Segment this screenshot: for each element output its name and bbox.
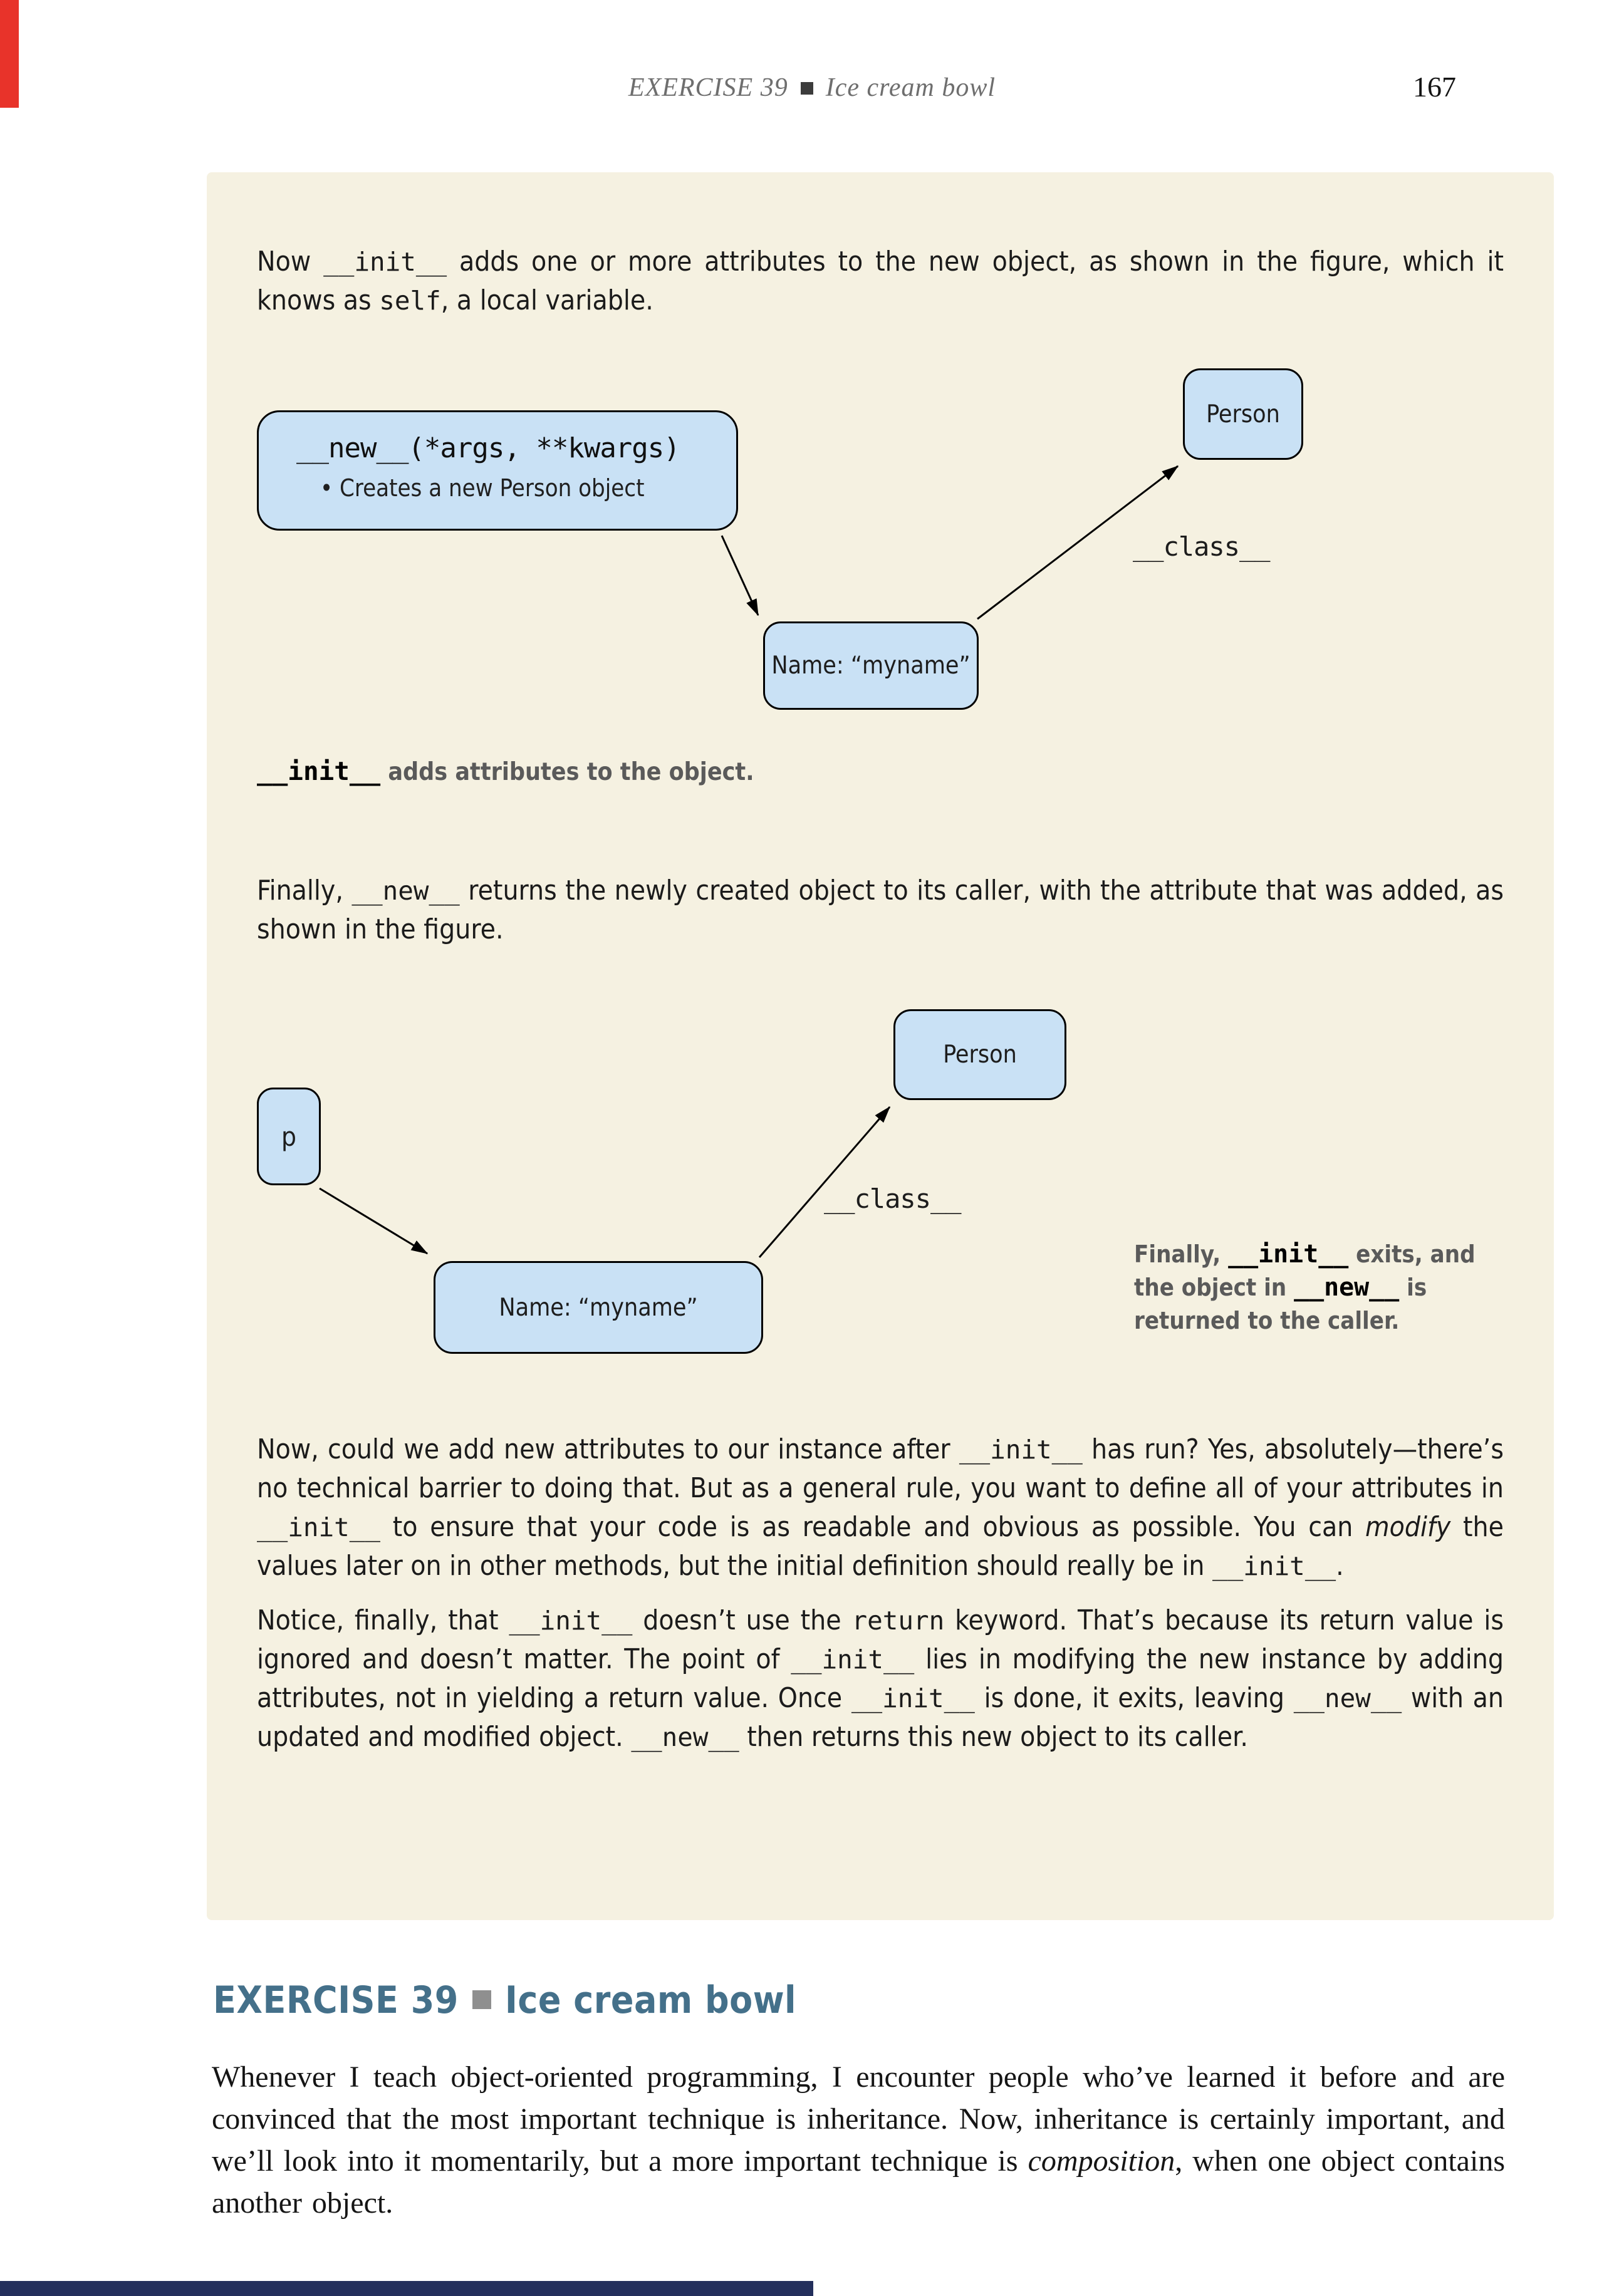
paragraph-1: Now __init__ adds one or more attributes to the new object, as shown in the figure, which it knows as self, a local variable. <box>257 246 1504 316</box>
paragraph-4: Notice, finally, that __init__ doesn’t use the return keyword. That’s because its return value is ignored and doesn’t matter. The point of __init__ lies in modifying the new instance by adding attributes, not in yielding a return value. Once __init__ is done, it exits, leaving __new__ with an updated and modified object. __new__ then returns this new object to its caller. <box>257 1604 1504 1753</box>
running-head-exercise: EXERCISE 39 <box>628 73 788 102</box>
figure-1-caption: __init__ adds attributes to the object. <box>257 756 754 786</box>
running-head <box>0 73 1624 103</box>
node-p-variable: p <box>257 1088 321 1185</box>
arrow-new-to-name <box>722 536 758 615</box>
arrow-name-to-person <box>759 1107 890 1257</box>
sidebar-panel <box>207 172 1554 1920</box>
running-head-title: Ice cream bowl <box>825 73 996 102</box>
cover-navy-bar <box>0 2281 813 2296</box>
new-description: • Creates a new Person object <box>320 474 645 502</box>
new-signature: __new__(*args, **kwargs) <box>296 432 680 464</box>
node-person-class: Person <box>1183 368 1303 460</box>
figure-1 <box>257 351 1504 727</box>
section-heading-exercise: EXERCISE 39 <box>213 1978 459 2022</box>
page-number: 167 <box>1413 71 1456 103</box>
section-heading-title: Ice cream bowl <box>504 1978 797 2022</box>
arrow-p-to-name <box>320 1188 427 1254</box>
figure-2-caption: Finally, __init__ exits, and the object in __new__ is returned to the caller. <box>1134 1240 1476 1334</box>
class-attribute-label: __class__ <box>1133 531 1270 562</box>
intro-paragraph: Whenever I teach object-oriented programming, I encounter people who’ve learned it before and are convinced that the most important technique is inheritance. Now, inheritance is certainly important, and we’ll look into it momentarily, but a more important technique is composition, when one object contains another object. <box>212 2060 1505 2220</box>
figure-2 <box>257 984 1504 1373</box>
class-attribute-label: __class__ <box>824 1183 961 1214</box>
square-bullet-icon <box>472 1990 491 2009</box>
square-bullet-icon <box>801 82 813 95</box>
paragraph-2: Finally, __new__ returns the newly created object to its caller, with the attribute that was added, as shown in the figure. <box>257 875 1504 945</box>
paragraph-3: Now, could we add new attributes to our instance after __init__ has run? Yes, absolutely—there’s no technical barrier to doing that. But as a general rule, you want to define all of your attributes in __init__ to ensure that your code is as readable and obvious as possible. You can modify the values later on in other methods, but the initial definition should really be in __init__. <box>257 1433 1504 1582</box>
section-heading <box>213 1978 796 2022</box>
node-new-method <box>257 410 738 531</box>
node-person-class: Person <box>893 1009 1066 1100</box>
node-name-attribute: Name: “myname” <box>434 1261 763 1354</box>
node-name-attribute: Name: “myname” <box>763 621 979 710</box>
